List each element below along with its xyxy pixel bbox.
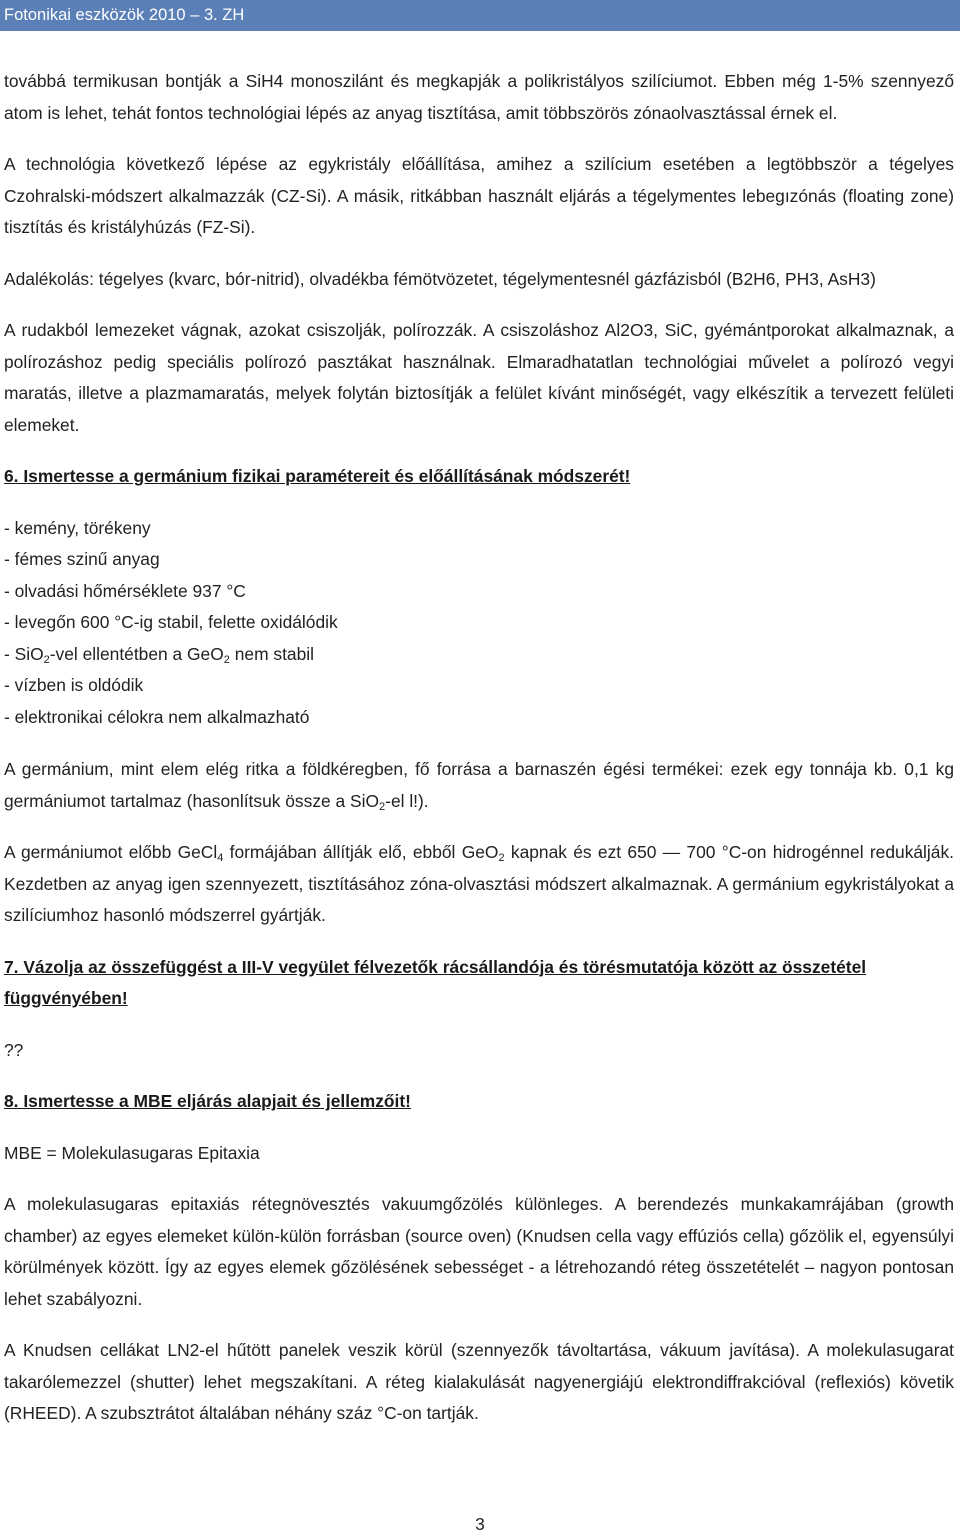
paragraph-text: kapnak és ezt 650 — 700 °C-on hidrogénnel redukálják. Kezdetben az anyag igen szennyezett, tisztításához zóna-olvasztási módszert alkalmaznak. A germánium egykristályokat a szilíciumhoz hasonló módszerrel gyártják. bbox=[4, 842, 954, 925]
list-item: - kemény, törékeny bbox=[4, 517, 151, 538]
list-item-text: -vel ellentétben a GeO bbox=[49, 643, 224, 664]
list-item: - elektronikai célokra nem alkalmazható bbox=[4, 706, 310, 727]
page-header bbox=[0, 0, 960, 31]
paragraph-1: továbbá termikusan bontják a SiH4 monoszilánt és megkapják a polikristályos szilíciumot. Ebben még 1-5% szennyező atom is lehet, tehát fontos technológiai lépés az anyag tisztítása, amit többszörös zónaolvasztással érnek el. bbox=[4, 71, 954, 123]
paragraph-text: formájában állítják elő, ebből GeO bbox=[223, 842, 499, 862]
germanium-properties-list bbox=[4, 513, 954, 734]
question-7-heading: 7. Vázolja az összefüggést a III-V vegyület félvezetők rácsállandója és törésmutatója között az összetétel függvényében! bbox=[4, 956, 867, 1008]
question-7-answer: ?? bbox=[4, 1039, 24, 1060]
list-item: - vízben is oldódik bbox=[4, 675, 144, 695]
page-number: 3 bbox=[475, 1514, 485, 1534]
question-8-heading: 8. Ismertesse a MBE eljárás alapjait és jellemzőit! bbox=[4, 1091, 411, 1111]
list-item-text: nem stabil bbox=[229, 643, 314, 664]
paragraph-text: A germániumot előbb GeCl bbox=[4, 842, 218, 862]
list-item bbox=[4, 639, 954, 671]
paragraph-8: A Knudsen cellákat LN2-el hűtött panelek veszik körül (szennyezők távoltartása, vákuum javítása). A molekulasugarat takarólemezzel (shutter) lehet megszakítani. A réteg kialakulását nagyenergiájú elektrondiffrakcióval (reflexiós) követik (RHEED). A szubsztrátot általában néhány száz °C-on tartják. bbox=[4, 1340, 954, 1423]
list-item-text: - SiO bbox=[4, 643, 44, 664]
subscript: 2 bbox=[498, 852, 505, 864]
subscript: 2 bbox=[43, 653, 50, 666]
paragraph-6 bbox=[4, 837, 954, 932]
list-item: - levegőn 600 °C-ig stabil, felette oxidálódik bbox=[4, 612, 338, 632]
paragraph-7: A molekulasugaras epitaxiás rétegnövesztés vakuumgőzölés különleges. A berendezés munkakamrájában (growth chamber) az egyes elemeket külön-külön forrásban (source oven) (Knudsen cella vagy effúziós cella) gőzölik el, egyensúlyi körülmények között. Így az egyes elemek gőzölésének sebességet - a létrehozandó réteg összetételét – nagyon pontosan lehet szabályozni. bbox=[4, 1194, 954, 1309]
list-item: - fémes szinű anyag bbox=[4, 549, 160, 569]
paragraph-2: A technológia következő lépése az egykristály előállítása, amihez a szilícium esetében a legtöbbször a tégelyes Czohralski-módszert alkalmazzák (CZ-Si). A másik, ritkábban használt eljárás a tégelymentes lebegızónás (floating zone) tisztítás és kristályhúzás (FZ-Si). bbox=[4, 154, 954, 237]
paragraph-4: A rudakból lemezeket vágnak, azokat csiszolják, polírozzák. A csiszoláshoz Al2O3, SiC, gyémántporokat alkalmaznak, a polírozáshoz pedig speciális polírozó pasztákat használnak. Elmaradhatatlan technológiai művelet a polírozó vegyi maratás, illetve a plazmamaratás, melyek folytán biztosítják a felület kívánt minőségét, vagy elkészítik a tervezett felületi elemeket. bbox=[4, 320, 954, 435]
subscript: 2 bbox=[223, 653, 230, 666]
paragraph-3: Adalékolás: tégelyes (kvarc, bór-nitrid), olvadékba fémötvözetet, tégelymentesnél gázfázisból (B2H6, PH3, AsH3) bbox=[4, 268, 876, 289]
question-6-heading: 6. Ismertesse a germánium fizikai paramétereit és előállításának módszerét! bbox=[4, 466, 631, 486]
list-item: - olvadási hőmérséklete 937 °C bbox=[4, 580, 246, 601]
document-body bbox=[4, 66, 954, 1450]
paragraph-text: A germánium, mint elem elég ritka a földkéregben, fő forrása a barnaszén égési termékei: ezek egy tonnája kb. 0,1 kg germániumot tartalmaz (hasonlítsuk össze a SiO bbox=[4, 759, 954, 811]
subscript: 2 bbox=[379, 800, 386, 813]
header-title: Fotonikai eszközök 2010 – 3. ZH bbox=[4, 6, 245, 24]
mbe-definition: MBE = Molekulasugaras Epitaxia bbox=[4, 1142, 260, 1163]
paragraph-5 bbox=[4, 754, 954, 817]
subscript: 4 bbox=[217, 852, 224, 864]
paragraph-text: -el l!). bbox=[385, 790, 429, 811]
